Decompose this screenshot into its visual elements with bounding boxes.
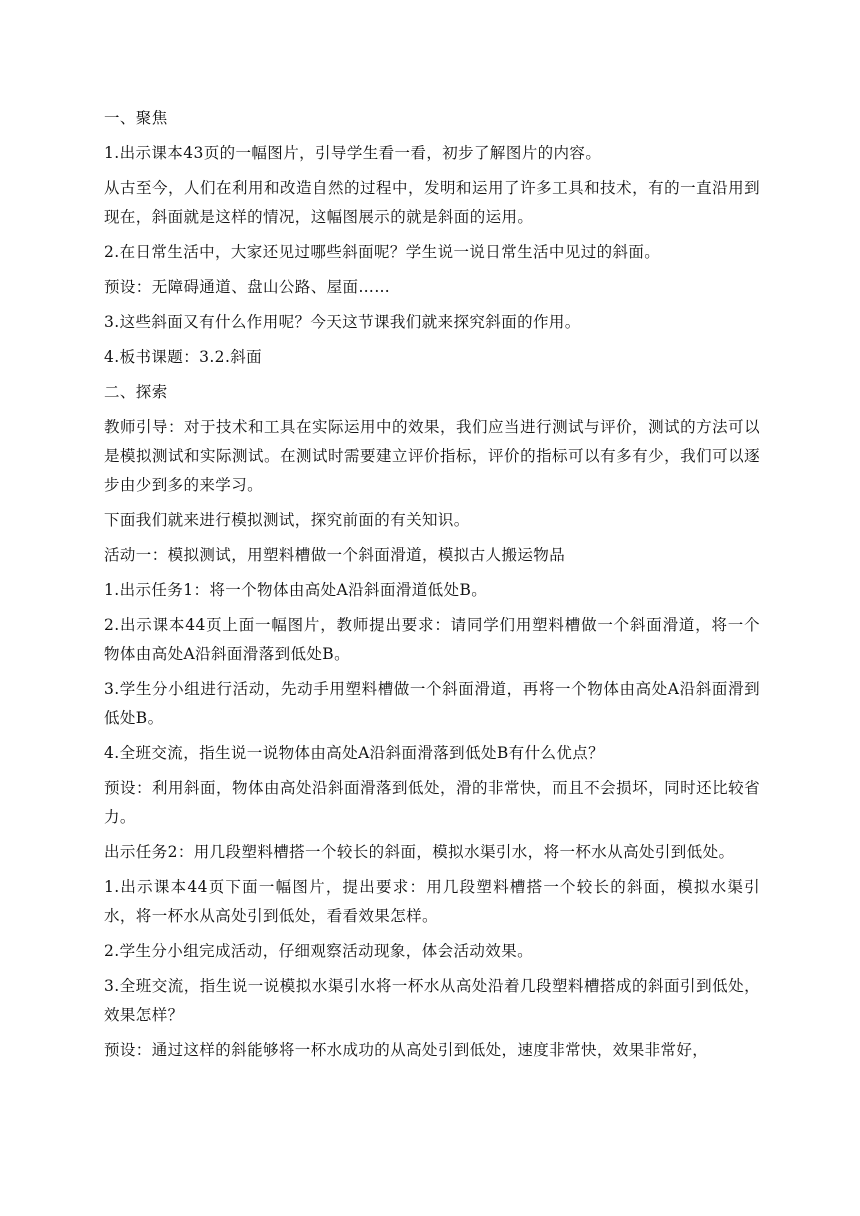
paragraph: 2.出示课本44页上面一幅图片，教师提出要求：请同学们用塑料槽做一个斜面滑道，将一个物体由高处A沿斜面滑落到低处B。 <box>104 616 760 663</box>
paragraph: 4.板书课题：3.2.斜面 <box>104 348 263 366</box>
paragraph: 3.学生分小组进行活动，先动手用塑料槽做一个斜面滑道，再将一个物体由高处A沿斜面滑到低处B。 <box>104 680 760 727</box>
paragraph: 教师引导：对于技术和工具在实际运用中的效果，我们应当进行测试与评价，测试的方法可以是模拟测试和实际测试。在测试时需要建立评价指标，评价的指标可以有多有少，我们可以逐步由少到多的来学习。 <box>104 418 760 494</box>
paragraph: 预设：无障碍通道、盘山公路、屋面…… <box>104 278 391 296</box>
paragraph: 从古至今，人们在利用和改造自然的过程中，发明和运用了许多工具和技术，有的一直沿用到现在，斜面就是这样的情况，这幅图展示的就是斜面的运用。 <box>104 179 760 226</box>
section-heading-explore: 二、探索 <box>104 383 168 401</box>
paragraph: 2.学生分小组完成活动，仔细观察活动现象，体会活动效果。 <box>104 942 533 960</box>
paragraph: 1.出示课本43页的一幅图片，引导学生看一看，初步了解图片的内容。 <box>104 144 602 162</box>
paragraph: 预设：通过这样的斜能够将一杯水成功的从高处引到低处，速度非常快，效果非常好， <box>104 1041 709 1059</box>
document-body <box>104 104 760 1071</box>
section-heading-focus: 一、聚焦 <box>104 109 168 127</box>
paragraph: 1.出示任务1：将一个物体由高处A沿斜面滑道低处B。 <box>104 581 488 599</box>
paragraph: 4.全班交流，指生说一说物体由高处A沿斜面滑落到低处B有什么优点？ <box>104 744 605 762</box>
paragraph: 3.全班交流，指生说一说模拟水渠引水将一杯水从高处沿着几段塑料槽搭成的斜面引到低处，效果怎样？ <box>104 977 760 1024</box>
paragraph: 3.这些斜面又有什么作用呢？今天这节课我们就来探究斜面的作用。 <box>104 313 581 331</box>
activity-heading: 活动一：模拟测试，用塑料槽做一个斜面滑道，模拟古人搬运物品 <box>104 546 566 564</box>
paragraph: 出示任务2：用几段塑料槽搭一个较长的斜面，模拟水渠引水，将一杯水从高处引到低处。 <box>104 843 735 861</box>
paragraph: 预设：利用斜面，物体由高处沿斜面滑落到低处，滑的非常快，而且不会损坏，同时还比较省力。 <box>104 779 760 826</box>
paragraph: 1.出示课本44页下面一幅图片，提出要求：用几段塑料槽搭一个较长的斜面，模拟水渠引水，将一杯水从高处引到低处，看看效果怎样。 <box>104 878 760 925</box>
paragraph: 下面我们就来进行模拟测试，探究前面的有关知识。 <box>104 511 470 529</box>
paragraph: 2.在日常生活中，大家还见过哪些斜面呢？学生说一说日常生活中见过的斜面。 <box>104 243 661 261</box>
